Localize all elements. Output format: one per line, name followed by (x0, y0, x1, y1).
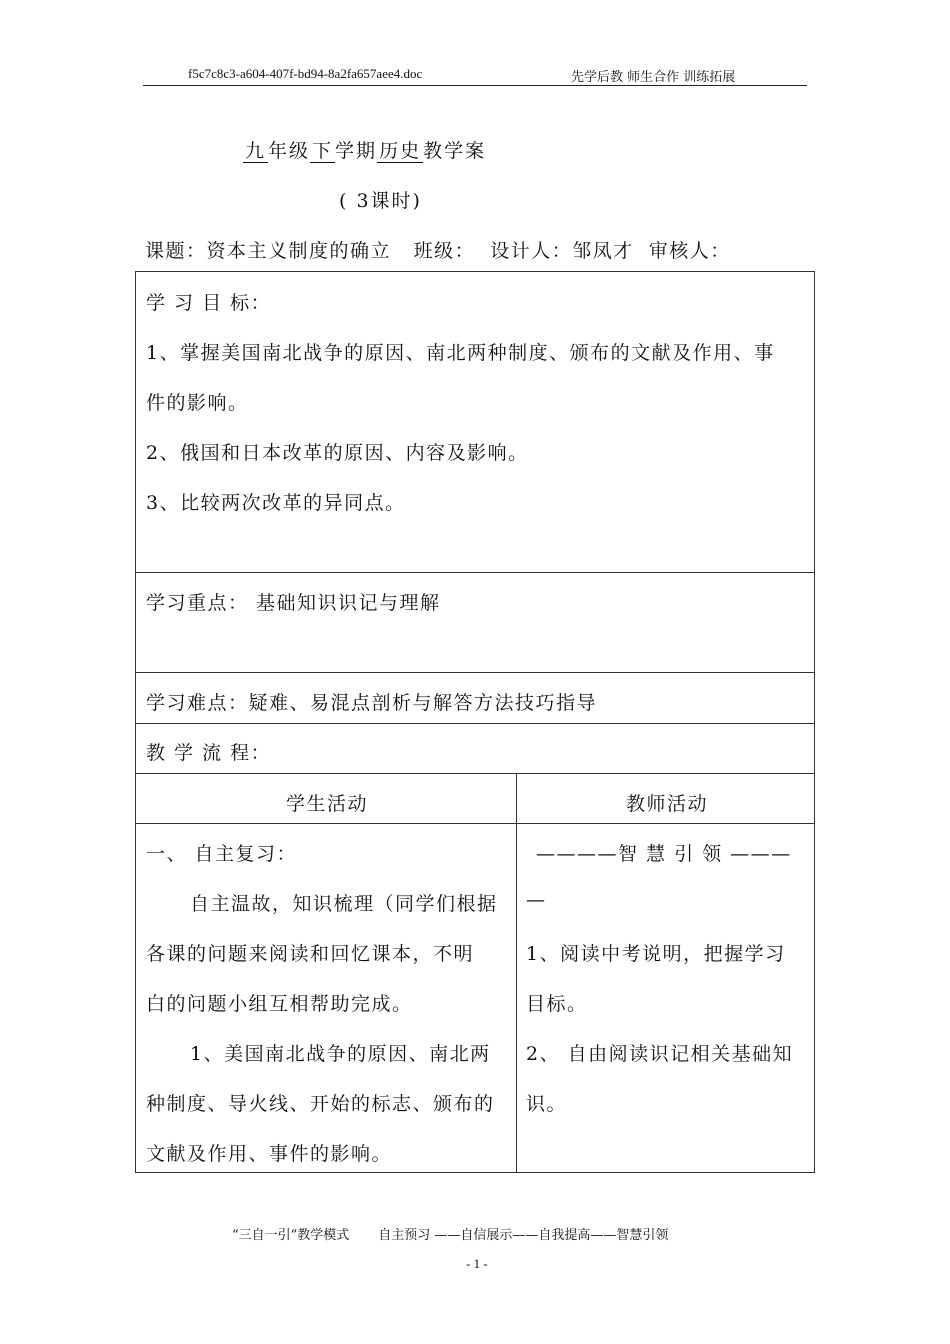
header-filename: f5c7c8c3-a604-407f-bd94-8a2fa657aee4.doc (188, 66, 423, 81)
objective-line: 件的影响。 (146, 392, 249, 414)
footer-mode: “三自一引”教学模式 (232, 1228, 350, 1243)
student-activity-line: 自主温故，知识梳理（同学们根据 (190, 893, 498, 915)
student-activity-line: 白的问题小组互相帮助完成。 (146, 993, 413, 1015)
teacher-activity-line: 识。 (526, 1093, 568, 1115)
process-heading: 教 学 流 程： (146, 742, 272, 764)
footer-text (232, 1224, 668, 1243)
student-activity-line: 1、美国南北战争的原因、南北两 (190, 1043, 491, 1065)
title-term: 下 (312, 140, 334, 162)
teacher-column-header: 教师活动 (626, 793, 709, 815)
header-divider (143, 85, 807, 86)
student-activity-line: 种制度、导火线、开始的标志、颁布的 (146, 1093, 495, 1115)
difficulties-text: 学习难点：疑难、易混点剖析与解答方法技巧指导 (146, 692, 598, 714)
objective-line: 1、掌握美国南北战争的原因、南北两种制度、颁布的文献及作用、事 (146, 342, 775, 364)
teacher-activity-line: 2、 自由阅读识记相关基础知 (526, 1043, 794, 1065)
student-activity-line: 一、 自主复习： (146, 843, 298, 865)
title-grade: 九 (245, 140, 267, 162)
teacher-activity-line: 目标。 (526, 993, 588, 1015)
title-grade-label: 年级 (268, 140, 311, 162)
document-subtitle: ( 3课时) (339, 190, 422, 212)
title-term-label: 学期 (335, 140, 378, 162)
objectives-heading: 学 习 目 标： (146, 292, 272, 314)
teacher-activity-line: ————智 慧 引 领 ——— (536, 843, 792, 865)
title-subject: 历史 (379, 140, 422, 162)
student-activity-line: 文献及作用、事件的影响。 (146, 1143, 393, 1165)
column-divider (516, 773, 517, 1173)
page-number: - 1 - (466, 1256, 488, 1271)
columns-header-row (135, 773, 815, 824)
objectives-cell (135, 271, 815, 573)
objective-line: 2、俄国和日本改革的原因、内容及影响。 (146, 442, 529, 464)
document-title (243, 136, 486, 163)
objective-line: 3、比较两次改革的异同点。 (146, 492, 406, 514)
key-points-text: 学习重点： 基础知识识记与理解 (146, 592, 441, 614)
title-suffix: 教学案 (423, 140, 487, 162)
footer-steps: 自主预习 ——自信展示——自我提高——智慧引领 (378, 1228, 669, 1243)
student-column-header: 学生活动 (286, 793, 369, 815)
teacher-activity-line: 1、阅读中考说明，把握学习 (526, 943, 786, 965)
student-activity-line: 各课的问题来阅读和回忆课本，不明 (146, 943, 475, 965)
teacher-activity-line: — (526, 889, 547, 911)
header-motto: 先学后教 师生合作 训练拓展 (571, 70, 736, 85)
course-info-line: 课题：资本主义制度的确立 班级： 设计人：邹凤才 审核人： (145, 240, 731, 262)
